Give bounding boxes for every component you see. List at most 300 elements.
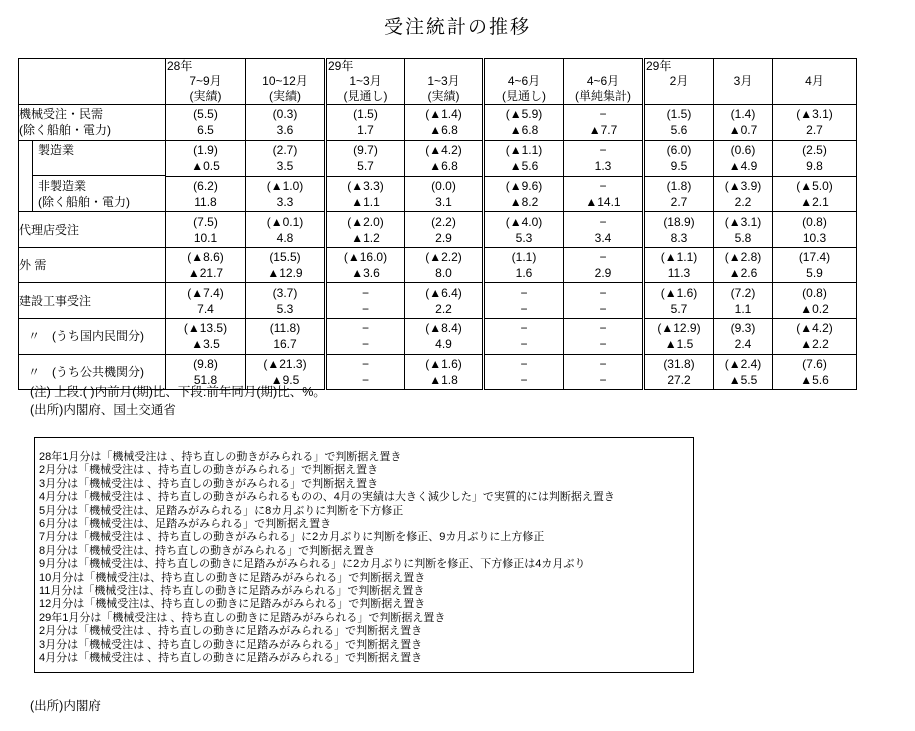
data-cell [644,212,714,248]
cell-mom-value: (▲16.0) [343,250,388,265]
column-header-line: (見通し) [343,89,388,103]
cell-mom-value: (6.2) [193,178,218,193]
judgment-note-line: 2月分は「機械受注は 、持ち直しの動きに足踏みがみられる」で判断据え置き [39,625,423,638]
data-cell [773,212,857,248]
cell-yoy-value: 2.9 [435,230,452,245]
data-cell [405,247,484,283]
data-cell [644,140,714,176]
cell-yoy-value: ▲9.5 [270,372,300,387]
cell-yoy-value: ▲6.8 [509,123,539,138]
cell-yoy-value: − [361,301,369,316]
data-cell [714,212,773,248]
column-header-line: 3月 [733,74,753,88]
cell-mom-value: (3.7) [272,285,298,300]
data-cell [166,176,246,212]
cell-mom-value: − [599,321,607,336]
cell-mom-value: − [520,356,528,371]
cell-yoy-value: ▲12.9 [267,266,303,281]
data-cell [166,283,246,319]
row-label [19,247,166,283]
data-cell [564,212,644,248]
cell-mom-value: (▲3.1) [724,214,762,229]
cell-yoy-value: 3.4 [594,230,612,245]
cell-mom-value: (0.8) [802,214,827,229]
cell-mom-value: − [599,356,607,371]
cell-yoy-value: ▲0.5 [191,159,220,174]
cell-yoy-value: 5.7 [670,301,688,316]
data-cell [246,212,326,248]
cell-mom-value: (▲5.0) [796,178,833,193]
data-cell [405,283,484,319]
data-cell [166,140,246,176]
cell-yoy-value: ▲6.8 [429,123,458,138]
cell-mom-value: − [361,356,369,371]
judgment-note-line: 9月分は「機械受注は、持ち直しの動きに足踏みがみられる」に2カ月ぶりに判断を修正、下方修正は4カ月ぶり [39,558,586,571]
cell-mom-value: (▲3.9) [724,178,762,193]
data-cell [773,247,857,283]
cell-mom-value: (▲8.6) [187,250,224,265]
column-header-line: 4~6月 [586,74,620,88]
data-cell [405,212,484,248]
cell-yoy-value: 3.6 [276,123,294,138]
cell-yoy-value: 3.5 [276,159,294,174]
judgment-notes-lines [39,451,690,666]
cell-yoy-value: − [361,337,369,352]
cell-yoy-value: − [520,337,528,352]
cell-mom-value: (▲1.1) [660,250,698,265]
cell-yoy-value: 1.1 [734,301,752,316]
cell-mom-value: (▲12.9) [657,321,701,336]
data-cell [484,354,564,390]
data-cell [714,283,773,319]
row-label [19,140,166,176]
cell-mom-value: (1.5) [666,107,692,122]
cell-mom-value: − [361,285,369,300]
cell-yoy-value: 9.5 [670,159,688,174]
cell-yoy-value: ▲3.5 [191,337,220,352]
data-cell [484,105,564,141]
cell-mom-value: (9.3) [730,321,756,336]
cell-yoy-value: 5.9 [806,266,823,281]
cell-mom-value: (1.8) [666,178,692,193]
column-header [644,59,714,105]
judgment-note-line: 7月分は「機械受注は 、持ち直しの動きがみられる」に2カ月ぶりに判断を修正、9カ月ぶりに上方修正 [39,531,545,544]
column-header [773,59,857,105]
data-cell [484,140,564,176]
cell-yoy-value: ▲5.5 [728,372,758,387]
cell-mom-value: (0.6) [730,143,756,158]
cell-yoy-value: 7.4 [197,301,214,316]
judgment-note-line: 4月分は「機械受注は 、持ち直しの動きに足踏みがみられる」で判断据え置き [39,652,423,665]
data-cell [484,319,564,355]
cell-yoy-value: ▲3.6 [351,266,380,281]
cell-yoy-value: − [361,372,369,387]
cell-mom-value: (▲2.8) [724,250,762,265]
cell-mom-value: (5.5) [193,107,218,122]
data-cell [564,319,644,355]
cell-mom-value: (6.0) [666,143,692,158]
data-cell [326,212,405,248]
data-cell [166,319,246,355]
data-cell [644,105,714,141]
cell-yoy-value: ▲8.2 [509,194,539,209]
cell-yoy-value: − [520,372,528,387]
sub-indent-line [32,141,33,177]
cell-mom-value: − [520,285,528,300]
judgment-note-line: 4月分は「機械受注は 、持ち直しの動きがみられるものの、4月の実績は大きく減少した」で実質的には判断据え置き [39,491,615,504]
cell-yoy-value: 27.2 [667,372,691,387]
cell-mom-value: (▲4.2) [796,321,833,336]
cell-yoy-value: ▲7.7 [588,123,618,138]
data-cell [773,283,857,319]
data-cell [714,140,773,176]
judgment-note-line: 11月分は「機械受注は、持ち直しの動きに足踏みがみられる」で判断据え置き [39,585,425,598]
cell-mom-value: (▲2.2) [425,250,462,265]
data-cell [326,283,405,319]
cell-yoy-value: − [599,337,607,352]
row-label-line: 代理店受注 [19,222,80,237]
column-header-line: 4月 [805,74,824,88]
column-header-line [485,59,563,74]
column-header-line: 7~9月 [189,74,222,88]
column-header [405,59,484,105]
table-row [19,140,857,176]
data-cell [484,247,564,283]
cell-mom-value: − [599,214,607,229]
sub-indent-line [32,176,33,211]
column-header-line: 29年 [646,59,672,73]
cell-mom-value: (▲3.1) [796,107,833,122]
cell-mom-value: (7.6) [802,356,827,371]
data-cell [564,247,644,283]
data-cell [644,319,714,355]
data-cell [773,319,857,355]
cell-yoy-value: ▲6.8 [429,159,458,174]
cell-yoy-value: 9.8 [806,159,823,174]
data-cell [246,140,326,176]
data-cell [405,354,484,390]
data-cell [564,176,644,212]
cell-mom-value: (▲1.1) [505,143,543,158]
row-label-line: 〃 (うち公共機関分) [28,364,144,379]
table-row [19,247,857,283]
data-cell [564,140,644,176]
cell-yoy-value: 11.3 [667,266,691,281]
column-header-line: (実績) [189,89,222,103]
column-header-line: 10~12月 [262,74,308,88]
cell-mom-value: (15.5) [269,250,301,265]
cell-mom-value: (▲1.4) [425,107,462,122]
data-cell [714,319,773,355]
cell-yoy-value: − [599,372,607,387]
cell-yoy-value: ▲21.7 [187,266,224,281]
cell-yoy-value: 5.3 [276,301,294,316]
column-header [326,59,405,105]
cell-yoy-value: ▲1.2 [351,230,380,245]
cell-yoy-value: 8.3 [670,230,688,245]
column-header [564,59,644,105]
cell-mom-value: (▲2.0) [347,214,384,229]
data-cell [326,105,405,141]
cell-mom-value: − [599,250,607,265]
cell-yoy-value: 1.3 [594,159,612,174]
row-label [19,319,166,355]
cell-yoy-value: 10.1 [193,230,218,245]
column-header-line [773,89,856,104]
data-cell [405,105,484,141]
cell-yoy-value: ▲5.6 [509,159,539,174]
row-label [19,283,166,319]
cell-mom-value: (▲2.4) [724,356,762,371]
column-header-line: 28年 [167,59,193,73]
box-source-line: (出所)内閣府 [30,699,101,713]
data-cell [714,354,773,390]
data-cell [773,105,857,141]
data-cell [484,283,564,319]
cell-yoy-value: ▲0.2 [800,301,829,316]
column-header-line: 2月 [669,74,689,88]
cell-yoy-value: ▲2.2 [800,337,829,352]
cell-mom-value: (▲8.4) [425,321,462,336]
cell-yoy-value: 4.8 [276,230,294,245]
data-cell [714,247,773,283]
cell-mom-value: (17.4) [798,250,831,265]
cell-mom-value: (▲6.4) [425,285,462,300]
data-cell [564,283,644,319]
cell-mom-value: − [520,321,528,336]
cell-mom-value: (7.5) [193,214,218,229]
column-header [714,59,773,105]
cell-mom-value: (▲1.6) [660,285,698,300]
cell-mom-value: (1.5) [353,107,378,122]
cell-yoy-value: ▲4.9 [728,159,758,174]
cell-mom-value: (▲3.3) [347,178,384,193]
table-row [19,212,857,248]
table-source-line: (出所)内閣府、国土交通省 [30,403,176,417]
data-cell [644,354,714,390]
data-cell [564,105,644,141]
data-cell [246,283,326,319]
column-header-line [405,59,482,74]
data-cell [326,354,405,390]
cell-mom-value: − [599,285,607,300]
column-header-line: (単純集計) [575,89,631,103]
data-cell [326,319,405,355]
cell-mom-value: (9.8) [193,356,218,371]
data-cell [246,319,326,355]
cell-mom-value: (▲21.3) [263,356,307,371]
data-cell [484,212,564,248]
page-title: 受注統計の推移 [383,17,531,38]
cell-yoy-value: 16.7 [273,337,297,352]
cell-mom-value: (▲9.6) [505,178,543,193]
judgment-note-line: 12月分は「機械受注は、持ち直しの動きに足踏みがみられる」で判断据え置き [39,598,426,611]
data-cell [326,247,405,283]
cell-yoy-value: ▲14.1 [585,194,621,209]
cell-mom-value: (▲0.1) [266,214,304,229]
cell-yoy-value: 8.0 [435,266,452,281]
judgment-note-line: 6月分は「機械受注は、足踏みがみられる」で判断据え置き [39,518,332,531]
data-cell [326,176,405,212]
table-row [19,319,857,355]
cell-mom-value: (2.7) [272,143,298,158]
judgment-note-line: 8月分は「機械受注は、持ち直しの動きがみられる」で判断据え置き [39,544,376,557]
cell-yoy-value: ▲2.6 [728,266,758,281]
row-label-line: 非製造業 [38,178,87,193]
row-label-line: 〃 (うち国内民間分) [28,329,144,344]
data-cell [714,176,773,212]
column-header [484,59,564,105]
cell-yoy-value: 2.9 [594,266,612,281]
cell-mom-value: (11.8) [269,321,301,336]
row-label-line: 建設工事受注 [19,293,92,308]
table-header-row [19,59,857,105]
cell-yoy-value: 2.2 [435,301,452,316]
row-label-line: (除く船舶・電力) [38,194,130,209]
data-cell [644,247,714,283]
column-header-line [246,59,324,74]
order-statistics-table [18,58,857,390]
cell-yoy-value: 1.7 [357,123,374,138]
row-label-line: 外 需 [19,258,47,273]
row-label [19,212,166,248]
data-cell [644,283,714,319]
data-cell [773,354,857,390]
data-cell [644,176,714,212]
data-cell [405,176,484,212]
cell-yoy-value: − [599,301,607,316]
data-cell [405,140,484,176]
cell-yoy-value: 51.8 [193,372,218,387]
table-row [19,283,857,319]
judgment-note-line: 29年1月分は「機械受注は 、持ち直しの動きに足踏みがみられる」で判断据え置き [39,611,446,624]
judgment-note-line: 3月分は「機械受注は 、持ち直しの動きがみられる」で判断据え置き [39,477,379,490]
cell-mom-value: (1.4) [730,107,756,122]
cell-mom-value: (2.5) [802,143,827,158]
column-header-line [773,59,856,74]
column-header-line: 29年 [328,59,354,73]
cell-mom-value: (9.7) [353,143,378,158]
cell-yoy-value: 6.5 [197,123,214,138]
cell-mom-value: (▲13.5) [183,321,228,336]
column-header [166,59,246,105]
column-header-line [645,89,713,104]
table-notes [30,383,326,419]
cell-mom-value: (0.0) [431,178,456,193]
cell-yoy-value: 2.7 [806,123,823,138]
table-row [19,105,857,141]
note-line: (注) 上段:( )内前月(期)比、下段:前年同月(期)比、%。 [30,385,326,399]
column-header-line: 4~6月 [507,74,541,88]
column-header-line: 1~3月 [427,74,460,88]
cell-yoy-value: ▲0.7 [728,123,758,138]
column-header-line: (実績) [427,89,460,103]
cell-mom-value: (▲1.0) [266,178,304,193]
row-label [19,105,166,141]
data-cell [326,140,405,176]
row-label-line: (除く船舶・電力) [19,123,111,138]
cell-yoy-value: ▲1.1 [351,194,380,209]
column-header-line [564,59,642,74]
data-cell [166,212,246,248]
cell-mom-value: − [599,178,607,193]
cell-mom-value: − [599,143,607,158]
cell-yoy-value: 2.4 [734,337,752,352]
column-header-line: (実績) [269,89,301,103]
cell-yoy-value: ▲5.6 [800,372,829,387]
cell-yoy-value: 11.8 [194,194,217,209]
column-header-line [714,59,772,74]
data-cell [166,105,246,141]
cell-mom-value: (▲1.6) [425,356,462,371]
cell-yoy-value: − [520,301,528,316]
cell-mom-value: − [361,321,369,336]
cell-mom-value: (▲5.9) [505,107,543,122]
data-cell [246,105,326,141]
cell-yoy-value: 10.3 [802,230,827,245]
column-header [246,59,326,105]
data-cell [246,247,326,283]
cell-yoy-value: 2.7 [670,194,688,209]
cell-yoy-value: 2.2 [734,194,752,209]
cell-yoy-value: 3.3 [276,194,294,209]
data-cell [773,140,857,176]
judgment-note-line: 5月分は「機械受注は、足踏みがみられる」に8カ月ぶりに判断を下方修正 [39,504,404,517]
cell-mom-value: (1.1) [511,250,537,265]
cell-yoy-value: 5.6 [670,123,688,138]
cell-mom-value: (18.9) [663,214,695,229]
cell-yoy-value: ▲1.5 [664,337,694,352]
judgment-note-line: 10月分は「機械受注は、持ち直しの動きに足踏みがみられる」で判断据え置き [39,571,426,584]
cell-yoy-value: 1.6 [515,266,533,281]
cell-yoy-value: 5.3 [515,230,533,245]
data-cell [166,247,246,283]
row-label [19,176,166,212]
cell-mom-value: (7.2) [730,285,756,300]
cell-yoy-value: 3.1 [435,194,452,209]
data-cell [405,319,484,355]
data-cell [714,105,773,141]
cell-mom-value: (2.2) [431,214,456,229]
cell-mom-value: (0.3) [272,107,298,122]
judgment-note-line: 2月分は「機械受注は 、持ち直しの動きがみられる」で判断据え置き [39,464,379,477]
cell-yoy-value: 4.9 [435,337,452,352]
cell-mom-value: − [599,107,607,122]
data-cell [246,176,326,212]
cell-yoy-value: ▲2.1 [800,194,829,209]
cell-mom-value: (31.8) [663,356,695,371]
row-label-line: 製造業 [38,142,75,157]
cell-yoy-value: 5.8 [734,230,752,245]
table-corner-cell [19,59,166,105]
column-header-line: (見通し) [502,89,546,103]
cell-yoy-value: ▲1.8 [429,372,458,387]
judgment-note-line: 28年1月分は「機械受注は 、持ち直しの動きがみられる」で判断据え置き [39,451,402,463]
row-label-line: 機械受注・民需 [19,107,104,122]
cell-mom-value: (▲7.4) [187,285,224,300]
cell-mom-value: (▲4.2) [425,143,462,158]
column-header-line [714,89,772,104]
column-header-line: 1~3月 [349,74,382,88]
judgment-notes-box [34,437,694,673]
data-cell [564,354,644,390]
data-cell [773,176,857,212]
cell-mom-value: (1.9) [193,143,218,158]
cell-yoy-value: 5.7 [357,159,374,174]
judgment-note-line: 3月分は「機械受注は 、持ち直しの動きに足踏みがみられる」で判断据え置き [39,638,423,651]
data-cell [484,176,564,212]
cell-mom-value: (▲4.0) [505,214,543,229]
